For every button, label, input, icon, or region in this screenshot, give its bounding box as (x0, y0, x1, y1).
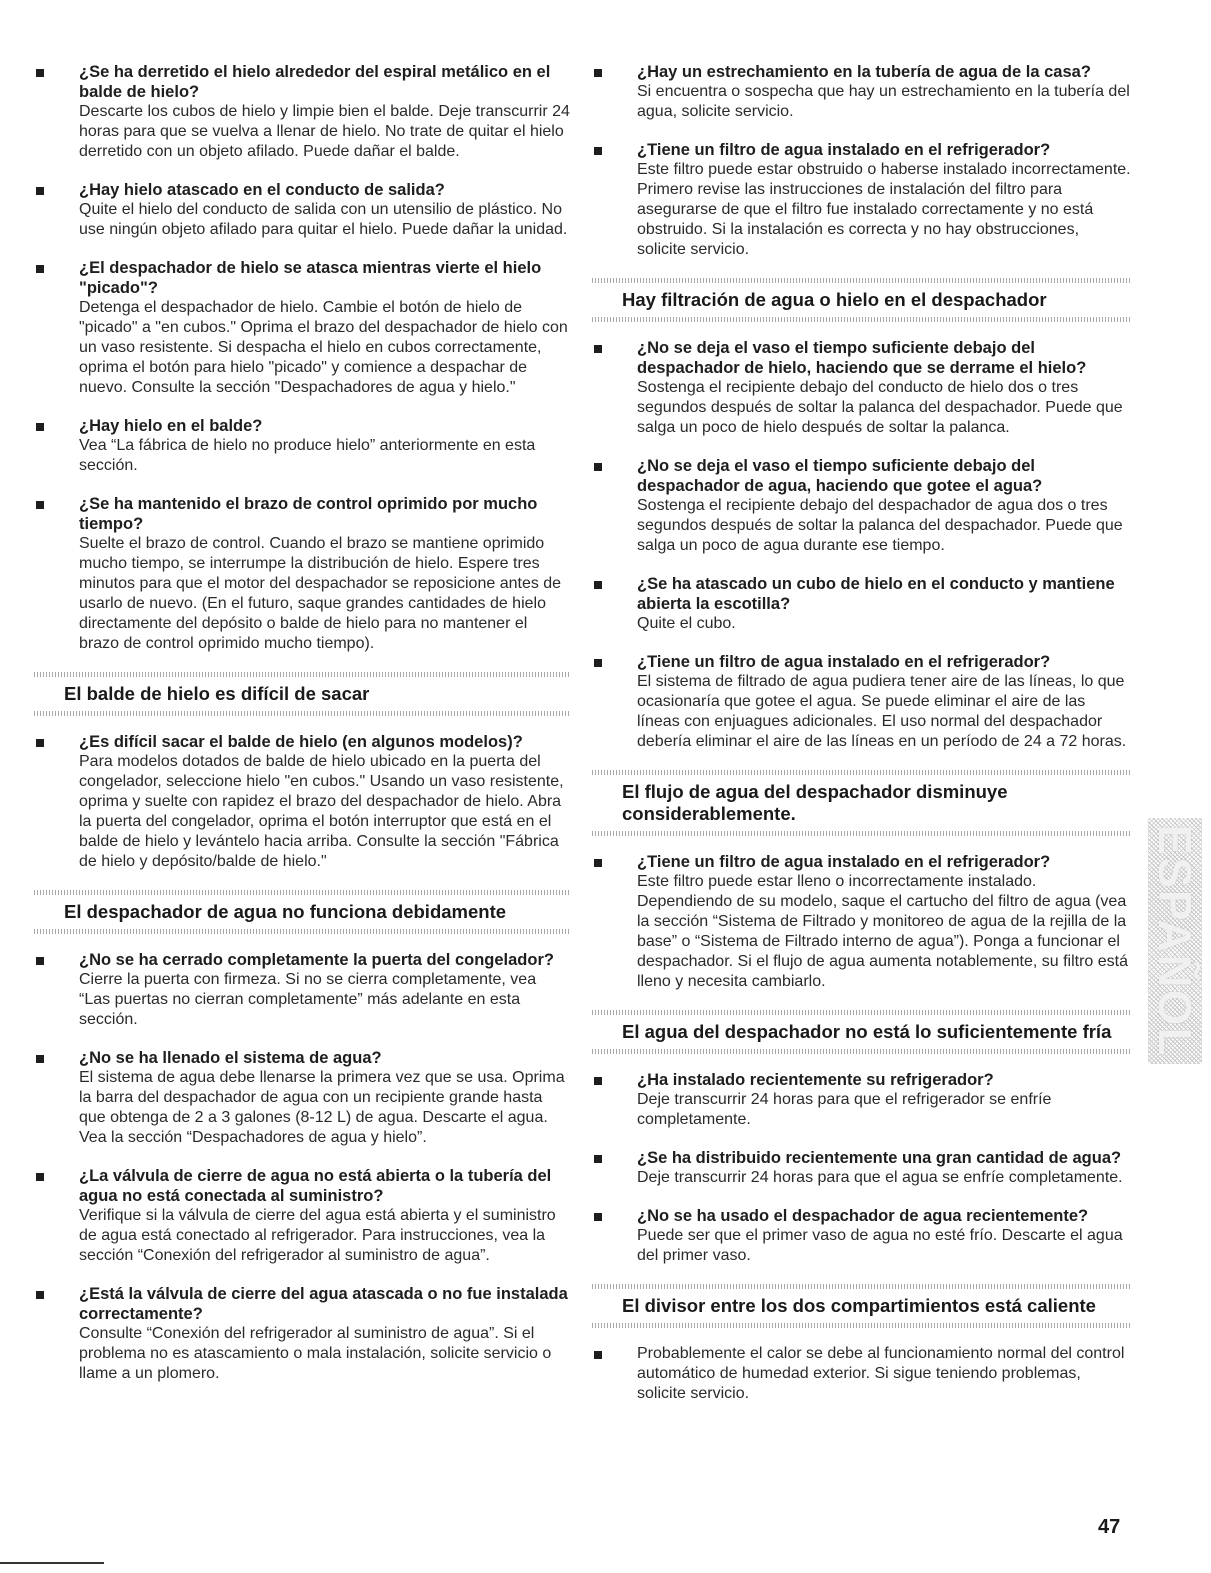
troubleshooting-item (34, 62, 570, 162)
item-question: ¿Hay hielo atascado en el conducto de salida? (79, 181, 445, 199)
item-question: ¿Se ha mantenido el brazo de control oprimido por mucho tiempo? (79, 495, 538, 533)
square-bullet-icon (36, 1291, 44, 1299)
dotted-rule (592, 278, 1132, 283)
troubleshooting-item (34, 258, 570, 398)
troubleshooting-item (592, 1070, 1132, 1130)
troubleshooting-item (34, 1048, 570, 1148)
page-number: 47 (1098, 1516, 1121, 1538)
item-question: ¿No se ha llenado el sistema de agua? (79, 1049, 382, 1067)
troubleshooting-item (34, 950, 570, 1030)
square-bullet-icon (594, 147, 602, 155)
troubleshooting-item (34, 1166, 570, 1266)
item-question: ¿Se ha distribuido recientemente una gran cantidad de agua? (637, 1149, 1122, 1167)
square-bullet-icon (36, 69, 44, 77)
item-answer: Si encuentra o sospecha que hay un estrechamiento en la tubería del agua, solicite servicio. (637, 83, 1130, 120)
section-heading-block (34, 672, 570, 716)
dotted-rule (34, 929, 570, 934)
square-bullet-icon (36, 739, 44, 747)
square-bullet-icon (594, 69, 602, 77)
section-heading: El flujo de agua del despachador disminuye considerablemente. (622, 781, 1008, 824)
language-tab-label: ESPAÑOL (1149, 824, 1201, 1058)
item-answer: Detenga el despachador de hielo. Cambie el botón de hielo de "picado" a "en cubos." Oprima el brazo del despachador de hielo con un vaso resistente. Si despacha el hielo en cubos correctamente, oprima el botón para hielo "picado" y comience a despachar de nuevo. Consulte la sección "Despachadores de agua y hielo." (79, 299, 568, 396)
item-answer: El sistema de agua debe llenarse la primera vez que se usa. Oprima la barra del despachador de agua con un recipiente grande hasta que obtenga de 2 a 3 galones (8-12 L) de agua. Descarte el agua. Vea la sección “Despachadores de agua y hielo”. (79, 1069, 565, 1146)
item-answer: Consulte “Conexión del refrigerador al suministro de agua”. Si el problema no es atascamiento o mala instalación, solicite servicio o llame a un plomero. (79, 1325, 552, 1382)
item-answer: Puede ser que el primer vaso de agua no esté frío. Descarte el agua del primer vaso. (637, 1227, 1123, 1264)
right-column (592, 62, 1132, 1422)
square-bullet-icon (594, 859, 602, 867)
square-bullet-icon (594, 581, 602, 589)
item-question: ¿Se ha atascado un cubo de hielo en el conducto y mantiene abierta la escotilla? (637, 575, 1115, 613)
item-answer: Cierre la puerta con firmeza. Si no se cierra completamente, vea “Las puertas no cierran completamente” más adelante en esta sección. (79, 971, 537, 1028)
left-column (34, 62, 570, 1402)
item-answer: Deje transcurrir 24 horas para que el agua se enfríe completamente. (637, 1169, 1123, 1186)
item-answer: Este filtro puede estar lleno o incorrectamente instalado. Dependiendo de su modelo, saque el cartucho del filtro de agua (vea la sección “Sistema de Filtrado y monitoreo de agua de la rejilla de la base” o “Sistema de Filtrado interno de agua”). Ponga a funcionar el despachador. Si el flujo de agua aumenta notablemente, su filtro está lleno y necesita cambiarlo. (637, 873, 1128, 990)
troubleshooting-item (34, 494, 570, 654)
section-heading: El despachador de agua no funciona debidamente (64, 901, 507, 922)
dotted-rule (592, 1284, 1132, 1289)
troubleshooting-item (592, 852, 1132, 992)
troubleshooting-item (592, 1148, 1132, 1188)
item-answer: Este filtro puede estar obstruido o haberse instalado incorrectamente. Primero revise las instrucciones de instalación del filtro para asegurarse de que el filtro fue instalado correctamente y no está obstruido. Si la instalación es correcta y no hay obstrucciones, solicite servicio. (637, 161, 1131, 258)
square-bullet-icon (594, 463, 602, 471)
item-answer: Sostenga el recipiente debajo del conducto de hielo dos o tres segundos después de soltar la palanca del despachador. Puede que salga un poco de hielo después de soltar la palanca. (637, 379, 1123, 436)
troubleshooting-item (34, 1284, 570, 1384)
item-answer: Verifique si la válvula de cierre del agua está abierta y el suministro de agua está conectado al refrigerador. Para instrucciones, vea la sección “Conexión del refrigerador al suministro de agua”. (79, 1207, 556, 1264)
dotted-rule (592, 770, 1132, 775)
item-answer: Quite el cubo. (637, 615, 736, 632)
section-heading: El balde de hielo es difícil de sacar (64, 683, 370, 704)
item-question: ¿El despachador de hielo se atasca mientras vierte el hielo "picado"? (79, 259, 542, 297)
item-answer: Para modelos dotados de balde de hielo ubicado en la puerta del congelador, seleccione hielo "en cubos." Usando un vaso resistente, oprima y suelte con rapidez el brazo del despachador de hielo. Abra la puerta del congelador, oprima el botón interruptor que está en el balde de hielo y levántelo hacia arriba. Consulte la sección "Fábrica de hielo y depósito/balde de hielo." (79, 753, 564, 870)
section-heading-block (34, 890, 570, 934)
language-side-tab (1148, 818, 1202, 1064)
section-heading-block (592, 278, 1132, 322)
square-bullet-icon (594, 1213, 602, 1221)
item-answer: Quite el hielo del conducto de salida con un utensilio de plástico. No use ningún objeto afilado para quitar el hielo. Puede dañar la unidad. (79, 201, 568, 238)
item-question: ¿La válvula de cierre de agua no está abierta o la tubería del agua no está conectada al suministro? (79, 1167, 552, 1205)
item-question: ¿Hay un estrechamiento en la tubería de agua de la casa? (637, 63, 1091, 81)
square-bullet-icon (36, 265, 44, 273)
section-heading: El agua del despachador no está lo suficientemente fría (622, 1021, 1112, 1042)
troubleshooting-item (592, 574, 1132, 634)
troubleshooting-item (592, 1344, 1132, 1404)
square-bullet-icon (36, 423, 44, 431)
square-bullet-icon (594, 345, 602, 353)
item-question: ¿No se deja el vaso el tiempo suficiente debajo del despachador de agua, haciendo que gotee el agua? (637, 457, 1043, 495)
section-heading-block (592, 1010, 1132, 1054)
item-question: ¿Se ha derretido el hielo alrededor del espiral metálico en el balde de hielo? (79, 63, 551, 101)
troubleshooting-item (592, 140, 1132, 260)
troubleshooting-item (592, 456, 1132, 556)
item-answer: Vea “La fábrica de hielo no produce hielo” anteriormente en esta sección. (79, 437, 536, 474)
item-answer: Sostenga el recipiente debajo del despachador de agua dos o tres segundos después de soltar la palanca del despachador. Puede que salga un poco de agua durante ese tiempo. (637, 497, 1123, 554)
square-bullet-icon (36, 1055, 44, 1063)
dotted-rule (592, 1010, 1132, 1015)
dotted-rule (34, 890, 570, 895)
square-bullet-icon (594, 1077, 602, 1085)
item-answer: Probablemente el calor se debe al funcionamiento normal del control automático de humedad exterior. Si sigue teniendo problemas, solicite servicio. (637, 1345, 1125, 1402)
troubleshooting-item (34, 732, 570, 872)
item-question: ¿Tiene un filtro de agua instalado en el refrigerador? (637, 853, 1051, 871)
troubleshooting-item (592, 338, 1132, 438)
item-question: ¿Está la válvula de cierre del agua atascada o no fue instalada correctamente? (79, 1285, 568, 1323)
section-heading: Hay filtración de agua o hielo en el despachador (622, 289, 1047, 310)
item-answer: Suelte el brazo de control. Cuando el brazo se mantiene oprimido mucho tiempo, se interrumpe la distribución de hielo. Espere tres minutos para que el motor del despachador se reposicione antes de usarlo de nuevo. (En el futuro, saque grandes cantidades de hielo directamente del depósito o balde de hielo para no mantener el brazo de control oprimido mucho tiempo). (79, 535, 562, 652)
dotted-rule (592, 1323, 1132, 1328)
square-bullet-icon (36, 187, 44, 195)
item-question: ¿Es difícil sacar el balde de hielo (en algunos modelos)? (79, 733, 523, 751)
section-heading-block (592, 1284, 1132, 1328)
square-bullet-icon (594, 659, 602, 667)
troubleshooting-item (592, 62, 1132, 122)
square-bullet-icon (594, 1155, 602, 1163)
square-bullet-icon (36, 1173, 44, 1181)
item-question: ¿No se ha cerrado completamente la puerta del congelador? (79, 951, 554, 969)
dotted-rule (592, 831, 1132, 836)
dotted-rule (34, 672, 570, 677)
square-bullet-icon (36, 501, 44, 509)
item-answer: Descarte los cubos de hielo y limpie bien el balde. Deje transcurrir 24 horas para que se vuelva a llenar de hielo. No trate de quitar el hielo derretido con un objeto afilado. Puede dañar el balde. (79, 103, 570, 160)
item-question: ¿Hay hielo en el balde? (79, 417, 263, 435)
item-question: ¿Ha instalado recientemente su refrigerador? (637, 1071, 994, 1089)
section-heading: El divisor entre los dos compartimientos está caliente (622, 1295, 1096, 1316)
dotted-rule (592, 317, 1132, 322)
square-bullet-icon (594, 1351, 602, 1359)
bottom-rule (0, 1562, 104, 1564)
troubleshooting-item (34, 416, 570, 476)
item-question: ¿Tiene un filtro de agua instalado en el refrigerador? (637, 141, 1051, 159)
square-bullet-icon (36, 957, 44, 965)
item-question: ¿No se ha usado el despachador de agua recientemente? (637, 1207, 1089, 1225)
troubleshooting-item (34, 180, 570, 240)
troubleshooting-item (592, 652, 1132, 752)
item-question: ¿Tiene un filtro de agua instalado en el refrigerador? (637, 653, 1051, 671)
section-heading-block (592, 770, 1132, 836)
dotted-rule (34, 711, 570, 716)
troubleshooting-item (592, 1206, 1132, 1266)
item-answer: El sistema de filtrado de agua pudiera tener aire de las líneas, lo que ocasionaría que gotee el agua. Se puede eliminar el aire de las líneas con enjuagues adicionales. El uso normal del despachador debería eliminar el aire de las líneas en un período de 24 a 72 horas. (637, 673, 1127, 750)
dotted-rule (592, 1049, 1132, 1054)
item-answer: Deje transcurrir 24 horas para que el refrigerador se enfríe completamente. (637, 1091, 1052, 1128)
item-question: ¿No se deja el vaso el tiempo suficiente debajo del despachador de hielo, haciendo que se derrame el hielo? (637, 339, 1087, 377)
